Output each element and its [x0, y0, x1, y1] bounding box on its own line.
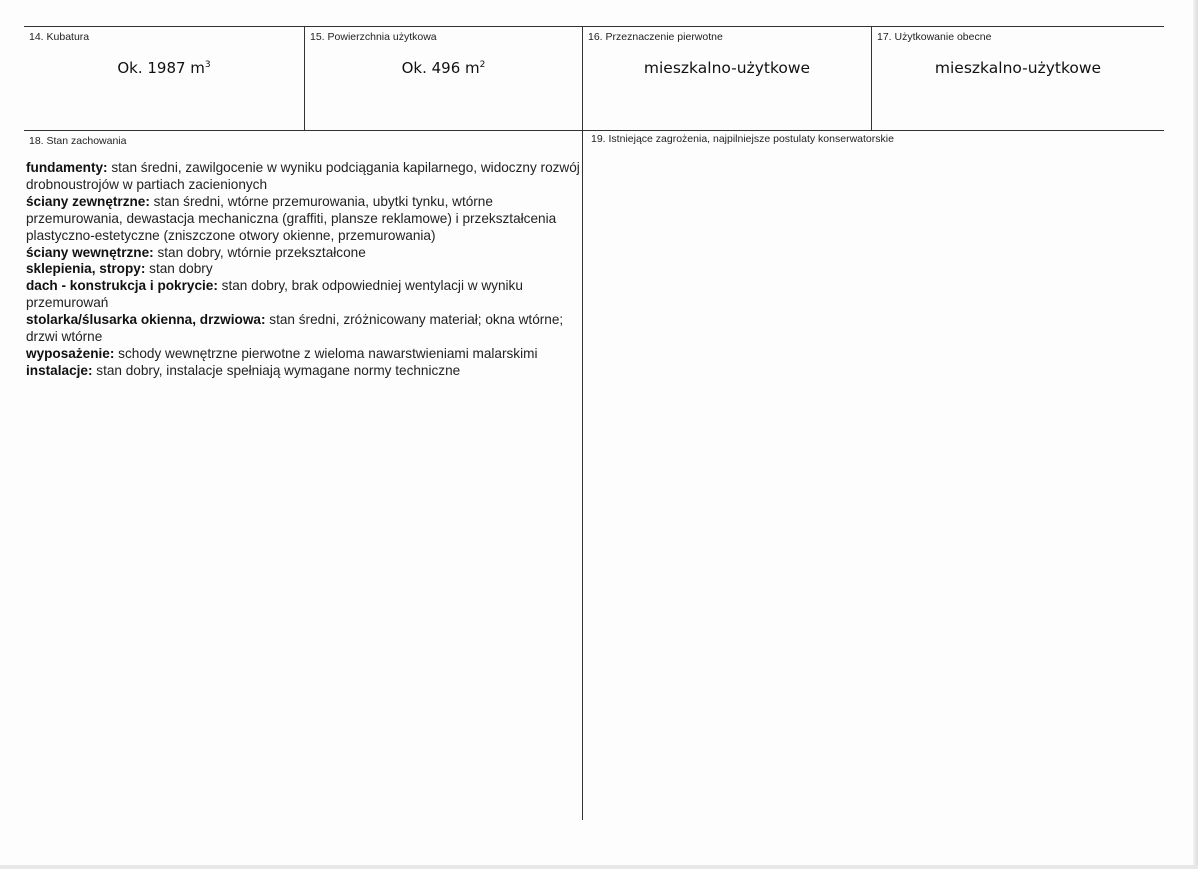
condition-term: fundamenty:	[26, 160, 108, 175]
condition-text: stan dobry, instalacje spełniają wymagane normy techniczne	[92, 362, 461, 378]
kubatura-label: 14. Kubatura	[29, 31, 90, 43]
condition-text: stan średni, zróżnicowany materiał; okna wtórne; drzwi wtórne	[26, 312, 564, 345]
condition-term: instalacje:	[26, 362, 93, 378]
stan-label: 18. Stan zachowania	[29, 135, 127, 147]
middle-rule	[24, 130, 1164, 131]
przeznaczenie-value: mieszkalno-użytkowe	[643, 59, 811, 77]
condition-item	[26, 346, 586, 363]
condition-text: stan średni, wtórne przemurowania, ubytki tynku, wtórne przemurowania, dewastacja mechaniczna (graffiti, plansze reklamowe) i przekształcenia plastyczno-estetyczne (zniszczone otwory okienne, przemurowania)	[26, 193, 557, 243]
condition-text: stan dobry, brak odpowiedniej wentylacji w wyniku przemurowań	[26, 278, 523, 311]
condition-item	[26, 261, 586, 278]
top-rule	[24, 26, 1164, 27]
scan-edge	[1193, 0, 1198, 869]
powierzchnia-value: Ok. 496 $m^2$	[401, 59, 486, 77]
scan-edge-bottom	[0, 865, 1198, 869]
condition-item	[26, 245, 586, 262]
condition-term: ściany zewnętrzne:	[26, 193, 150, 209]
kubatura-value: Ok. 1987 $m^3$	[117, 59, 211, 77]
uzytkowanie-value: mieszkalno-użytkowe	[934, 59, 1102, 77]
przeznaczenie-label: 16. Przeznaczenie pierwotne	[588, 31, 723, 43]
condition-item	[26, 278, 586, 312]
condition-item	[26, 194, 586, 245]
condition-text: stan średni, zawilgocenie w wyniku podciągania kapilarnego, widoczny rozwój drobnoustrojów w partiach zacienionych	[26, 160, 580, 192]
condition-term: ściany wewnętrzne:	[26, 244, 154, 260]
condition-item	[26, 363, 586, 380]
stan-zachowania-list	[26, 160, 586, 380]
divider-16-17	[871, 26, 872, 131]
condition-item	[26, 160, 586, 194]
condition-term: stolarka/ślusarka okienna, drzwiowa:	[26, 312, 266, 328]
uzytkowanie-label: 17. Użytkowanie obecne	[877, 31, 992, 43]
condition-term: sklepienia, stropy:	[26, 261, 146, 277]
condition-text: stan dobry	[145, 261, 213, 277]
condition-text: stan dobry, wtórnie przekształcone	[153, 244, 366, 260]
divider-14-15	[304, 26, 305, 131]
divider-15-16	[582, 26, 583, 820]
condition-item	[26, 312, 586, 346]
powierzchnia-label: 15. Powierzchnia użytkowa	[310, 31, 437, 43]
condition-term: dach - konstrukcja i pokrycie:	[26, 278, 218, 294]
condition-term: wyposażenie:	[26, 345, 115, 361]
zagrozenia-label: 19. Istniejące zagrożenia, najpilniejsze postulaty konserwatorskie	[591, 133, 894, 145]
condition-text: schody wewnętrzne pierwotne z wieloma nawarstwieniami malarskimi	[114, 345, 538, 361]
